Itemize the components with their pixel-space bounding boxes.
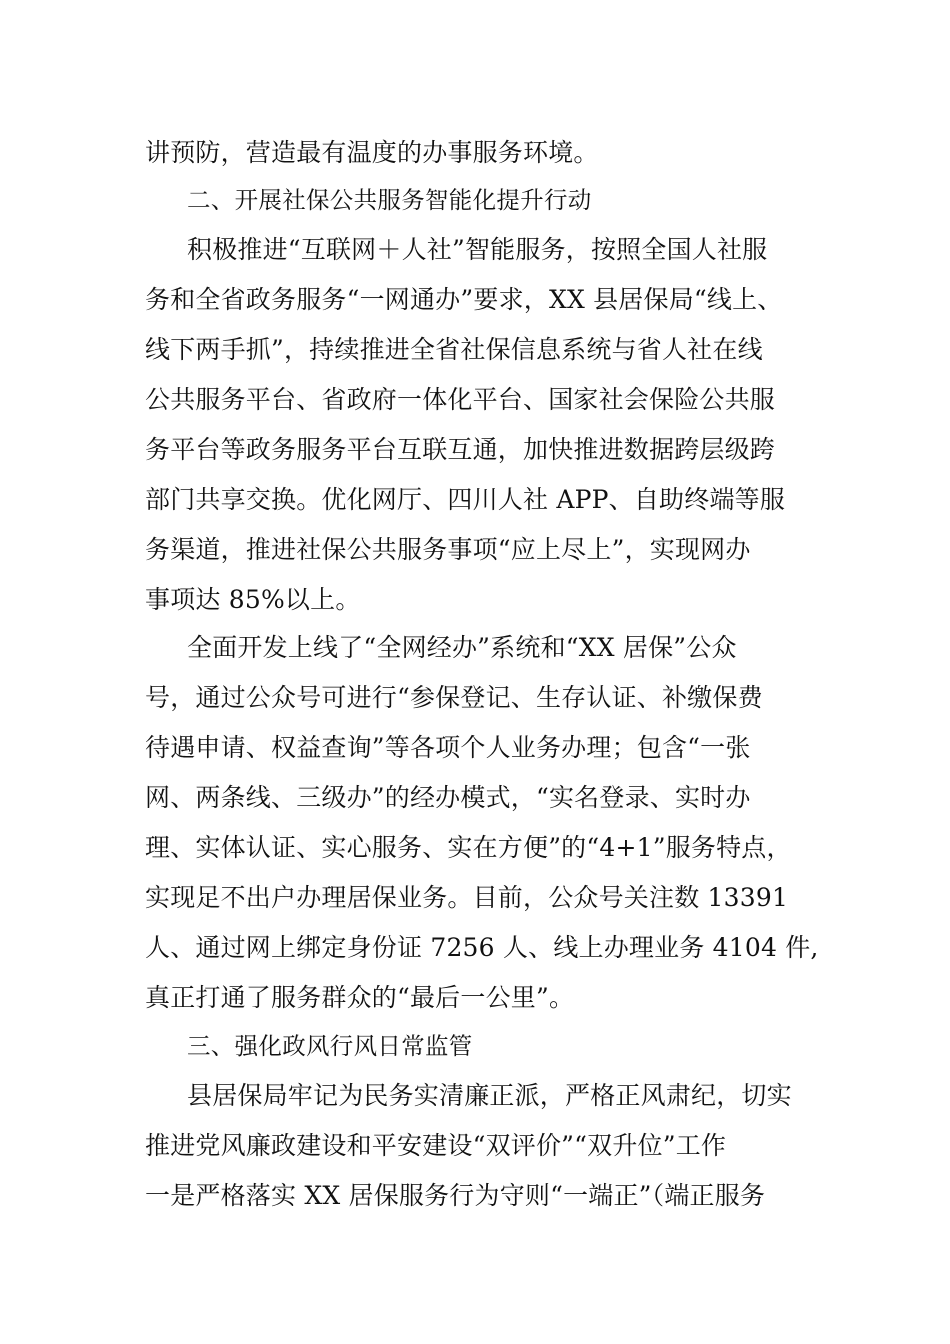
text-line: 部门共享交换。优化网厅、四川人社 APP、自助终端等服 bbox=[145, 485, 786, 514]
text-line: 务渠道，推进社保公共服务事项“应上尽上”，实现网办 bbox=[145, 535, 751, 564]
text-line: 待遇申请、权益查询”等各项个人业务办理；包含“一张 bbox=[145, 733, 751, 762]
text-line: 理、实体认证、实心服务、实在方便”的“4+1”服务特点， bbox=[145, 833, 792, 862]
text-line: 实现足不出户办理居保业务。目前，公众号关注数 13391 bbox=[145, 883, 789, 912]
text-line: 积极推进“互联网＋人社”智能服务，按照全国人社服 bbox=[187, 235, 768, 264]
text-line: 公共服务平台、省政府一体化平台、国家社会保险公共服 bbox=[145, 385, 776, 414]
section-heading: 二、开展社保公共服务智能化提升行动 bbox=[187, 186, 592, 214]
section-heading: 三、强化政风行风日常监管 bbox=[187, 1032, 473, 1060]
text-line: 全面开发上线了“全网经办”系统和“XX 居保”公众 bbox=[187, 633, 737, 662]
text-line: 事项达 85%以上。 bbox=[145, 585, 361, 614]
text-line: 县居保局牢记为民务实清廉正派，严格正风肃纪，切实 bbox=[187, 1081, 792, 1110]
text-line: 网、两条线、三级办”的经办模式，“实名登录、实时办 bbox=[145, 783, 751, 812]
text-line: 务和全省政务服务“一网通办”要求，XX 县居保局“线上、 bbox=[145, 285, 783, 314]
text-line: 讲预防，营造最有温度的办事服务环境。 bbox=[145, 138, 599, 167]
text-line: 号，通过公众号可进行“参保登记、生存认证、补缴保费 bbox=[145, 683, 763, 712]
text-line: 真正打通了服务群众的“最后一公里”。 bbox=[145, 983, 575, 1012]
text-line: 一是严格落实 XX 居保服务行为守则“一端正”（端正服务 bbox=[145, 1181, 766, 1210]
text-line: 务平台等政务服务平台互联互通，加快推进数据跨层级跨 bbox=[145, 435, 776, 464]
text-line: 人、通过网上绑定身份证 7256 人、线上办理业务 4104 件, bbox=[145, 933, 819, 962]
text-line: 线下两手抓”，持续推进全省社保信息系统与省人社在线 bbox=[145, 335, 763, 364]
text-line: 推进党风廉政建设和平安建设“双评价”“双升位”工作 bbox=[145, 1131, 727, 1160]
